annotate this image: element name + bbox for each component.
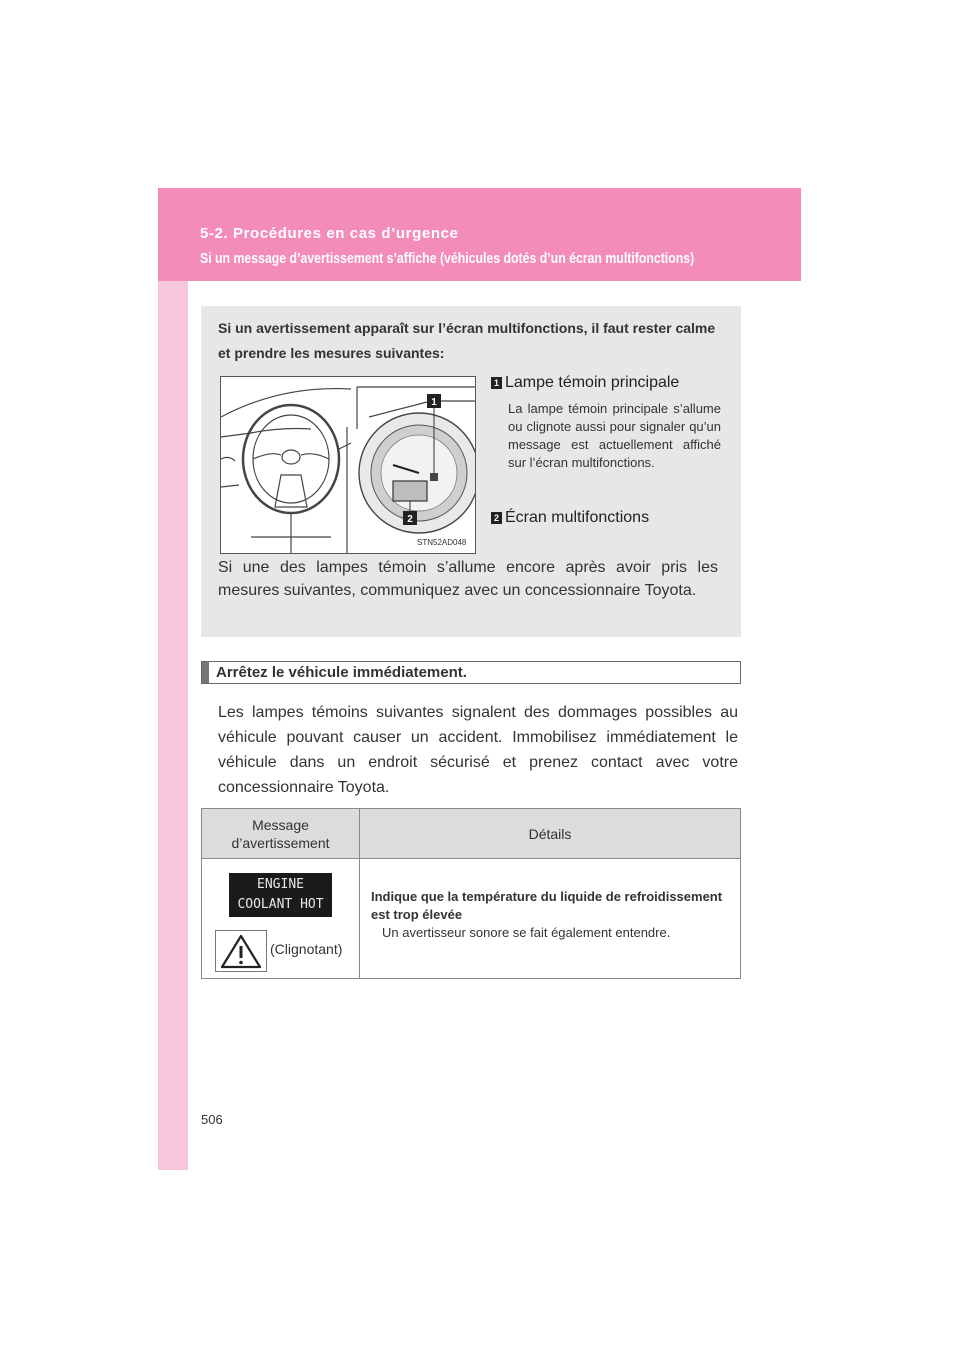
lcd-message-display	[229, 873, 332, 917]
master-lamp-rect	[430, 473, 438, 481]
outro-text: Si une des lampes témoin s’allume encore après avoir pris les mesures suivantes, communiquez avec un concessionnaire Toyota.	[218, 559, 718, 599]
warning-heading-bar	[201, 661, 741, 684]
item-multi-display	[491, 509, 721, 527]
item-desc-master-lamp: La lampe témoin principale s’allume ou clignote aussi pour signaler qu’un message est actuellement affiché sur l’écran multifonctions.	[508, 401, 721, 470]
item-number-2: 2	[491, 512, 502, 524]
info-box	[201, 306, 741, 637]
dashboard-drawing	[221, 377, 475, 553]
item-title-multi-display: Écran multifonctions	[505, 509, 650, 526]
blink-label: (Clignotant)	[270, 941, 343, 957]
steering-column	[251, 513, 331, 553]
table-row	[202, 859, 741, 979]
page-title: Si un message d’avertissement s’affiche (véhicules dotés d’un écran multifonctions)	[200, 250, 695, 267]
body-paragraph: Les lampes témoins suivantes signalent des dommages possibles au véhicule pouvant causer un accident. Immobilisez immédiatement le véhicule dans un endroit sécurisé et prenez contact avec votre concessionnaire Toyota.	[218, 704, 738, 796]
item-master-lamp	[491, 374, 721, 472]
dashboard-illustration	[220, 376, 476, 554]
wheel-hub	[275, 475, 307, 507]
steering-wheel	[243, 405, 339, 513]
page-header	[158, 188, 801, 281]
section-label: 5-2. Procédures en cas d’urgence	[200, 225, 459, 242]
heading-marker	[202, 662, 209, 683]
warning-heading: Arrêtez le véhicule immédiatement.	[216, 664, 467, 681]
item-number-1: 1	[491, 377, 502, 389]
detail-note: Un avertisseur sonore se fait également entendre.	[382, 925, 671, 940]
header-message: Message d’avertissement	[202, 809, 360, 859]
multi-display-rect	[393, 481, 427, 501]
header-details: Détails	[360, 809, 741, 859]
chapter-sidebar	[158, 188, 188, 1170]
dash-shelf-line	[221, 429, 311, 438]
detail-main: Indique que la température du liquide de refroidissement est trop élevée	[371, 889, 723, 922]
left-vents	[221, 457, 239, 487]
warning-triangle-icon	[215, 930, 267, 972]
steering-logo	[282, 450, 300, 464]
dash-top-line	[221, 389, 351, 417]
wheel-spokes	[253, 454, 329, 459]
intro-text: Si un avertissement apparaît sur l’écran multifonctions, il faut rester calme et prendre les mesures suivantes:	[218, 320, 716, 361]
callout-2-label: 2	[407, 514, 413, 525]
warning-message-table	[201, 808, 741, 979]
lcd-line-1: ENGINE	[257, 877, 304, 892]
page-number: 506	[201, 1112, 223, 1127]
lcd-line-2: COOLANT HOT	[237, 897, 324, 912]
item-title-master-lamp: Lampe témoin principale	[505, 374, 680, 391]
stalk	[339, 443, 351, 449]
illustration-code: STN52AD048	[417, 538, 467, 547]
table-header-row	[202, 809, 741, 859]
callout-1-label: 1	[431, 397, 437, 408]
